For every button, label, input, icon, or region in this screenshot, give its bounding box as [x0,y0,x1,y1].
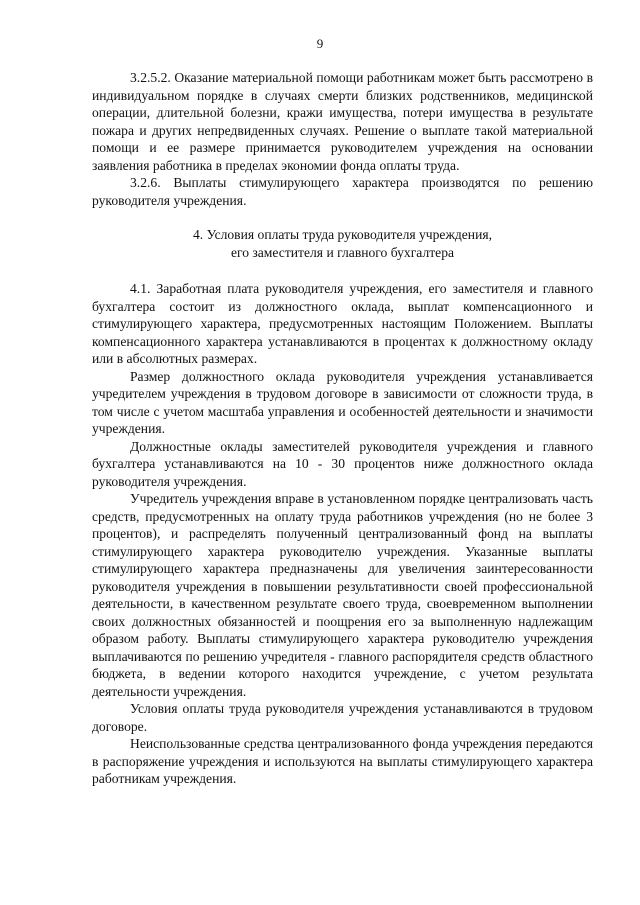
section-heading-line-1: 4. Условия оплаты труда руководителя учреждения, [192,227,493,242]
paragraph-labor-contract: Условия оплаты труда руководителя учреждения устанавливаются в трудовом договоре. [92,701,593,734]
paragraph-unused-funds: Неиспользованные средства централизованного фонда учреждения передаются в распоряжение учреждения и используются на выплаты стимулирующего характера работникам учреждения. [92,736,593,786]
document-body [92,69,593,788]
paragraph-3-2-5-2: 3.2.5.2. Оказание материальной помощи работникам может быть рассмотрено в индивидуальном порядке в случаях смерти близких родственников, медицинской операции, длительной болезни, кражи имущества, потери имущества в результате пожара и других непредвиденных случаях. Решение о выплате такой материальной помощи и ее размере принимается руководителем учреждения на основании заявления работника в пределах экономии фонда оплаты труда. [92,70,593,173]
paragraph-3-2-6: 3.2.6. Выплаты стимулирующего характера производятся по решению руководителя учреждения. [92,175,593,208]
paragraph-4-1: 4.1. Заработная плата руководителя учреждения, его заместителя и главного бухгалтера состоит из должностного оклада, выплат компенсационного и стимулирующего характера, предусмотренных настоящим Положением. Выплаты компенсационного характера устанавливаются в процентах к должностному окладу или в абсолютных размерах. [92,281,593,366]
paragraph-deputy-salaries: Должностные оклады заместителей руководителя учреждения и главного бухгалтера устанавливаются на 10 - 30 процентов ниже должностного оклада руководителя учреждения. [92,438,593,489]
section-heading [92,226,593,262]
section-heading-line-2: его заместителя и главного бухгалтера [230,245,455,260]
paragraph-director-salary: Размер должностного оклада руководителя учреждения устанавливается учредителем учреждения в трудовом договоре в зависимости от сложности труда, в том числе с учетом масштаба управления и особенностей деятельности и значимости учреждения. [92,368,593,436]
page-number: 9 [316,36,324,51]
paragraph-centralized-fund: Учредитель учреждения вправе в установленном порядке централизовать часть средств, предусмотренных на оплату труда работников учреждения (но не более 3 процентов), и распределять полученный централизованный фонд на выплаты стимулирующего характера руководителю учреждения. Указанные выплаты стимулирующего характера предназначены для увеличения заинтересованности руководителя учреждения в повышении результативности своей профессиональной деятельности, в качественном результате своего труда, своевременном выполнении своих должностных обязанностей и поощрения его за выполненную надлежащим образом работу. Выплаты стимулирующего характера руководителю учреждения выплачиваются по решению учредителя - главного распорядителя средств областного бюджета, в ведении которого находится учреждение, с учетом результата деятельности учреждения. [92,491,593,699]
